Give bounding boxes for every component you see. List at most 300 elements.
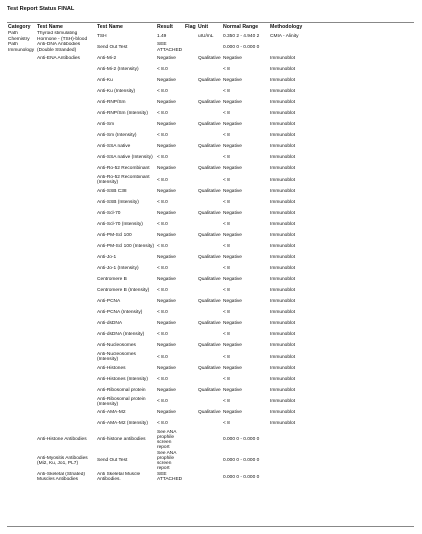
cell-flag bbox=[184, 275, 197, 286]
cell-test-group bbox=[36, 408, 96, 419]
cell-result: Negative bbox=[157, 299, 176, 305]
cell-test-group bbox=[36, 152, 96, 164]
cell-flag bbox=[184, 264, 197, 275]
cell-test-name: Anti-SSA native (Intensity) bbox=[97, 155, 153, 161]
table-row bbox=[7, 352, 414, 364]
cell-test-group: Anti-DNA Antibodies (Double Stranded) bbox=[37, 42, 81, 53]
cell-normal-range: < 8 bbox=[223, 354, 230, 360]
header-unit: Unit bbox=[198, 24, 209, 30]
cell-flag bbox=[184, 141, 197, 152]
cell-test-group bbox=[36, 341, 96, 352]
cell-unit: Qualitative bbox=[198, 99, 221, 105]
cell-result: Negative bbox=[157, 277, 176, 283]
cell-normal-range: 0.000 0 - 0.000 0 bbox=[223, 458, 260, 464]
cell-result: < 8.0 bbox=[157, 354, 168, 360]
cell-result: < 8.0 bbox=[157, 177, 168, 183]
table-row bbox=[7, 152, 414, 164]
cell-test-group: Anti-Myositis Antibodies (Mi2, Ku, Jo1, PL7) bbox=[37, 455, 88, 466]
cell-flag bbox=[184, 374, 197, 385]
table-row bbox=[7, 241, 414, 253]
cell-category bbox=[7, 130, 36, 141]
cell-category bbox=[7, 175, 36, 187]
cell-normal-range: < 8 bbox=[223, 266, 230, 272]
cell-test-group: Anti-ENA Antibodies bbox=[37, 55, 80, 61]
cell-test-name: Anti-Scl-70 bbox=[97, 210, 121, 216]
cell-result: See ANA prophile screen report bbox=[157, 429, 177, 451]
cell-methodology: Immunoblot bbox=[270, 110, 296, 116]
cell-category bbox=[7, 275, 36, 286]
cell-flag bbox=[184, 108, 197, 119]
cell-methodology: Immunoblot bbox=[270, 376, 296, 382]
cell-unit: Qualitative bbox=[198, 143, 221, 149]
table-row bbox=[7, 374, 414, 385]
cell-flag bbox=[184, 297, 197, 308]
cell-flag bbox=[184, 241, 197, 253]
cell-test-name: Anti-Mi-2 bbox=[97, 55, 117, 61]
cell-flag bbox=[184, 31, 197, 42]
cell-normal-range: < 8 bbox=[223, 244, 230, 250]
table-row bbox=[7, 297, 414, 308]
cell-methodology: Immunoblot bbox=[270, 177, 296, 183]
cell-flag bbox=[184, 186, 197, 197]
cell-test-group bbox=[36, 108, 96, 119]
cell-test-name: Anti-Ku bbox=[97, 77, 113, 83]
cell-flag bbox=[184, 86, 197, 97]
header-category: Category bbox=[8, 24, 31, 30]
cell-test-group bbox=[36, 186, 96, 197]
cell-test-name: Anti-dsDNA (Intensity) bbox=[97, 332, 145, 338]
cell-flag bbox=[184, 451, 197, 472]
cell-normal-range: Negative bbox=[223, 232, 242, 238]
table-row bbox=[7, 275, 414, 286]
report-title: Test Report Status FINAL bbox=[7, 6, 75, 12]
cell-category bbox=[7, 419, 36, 430]
cell-flag bbox=[184, 385, 197, 396]
cell-flag bbox=[184, 419, 197, 430]
cell-test-name: Anti-Jo-1 (Intensity) bbox=[97, 266, 139, 272]
cell-test-group bbox=[36, 219, 96, 230]
cell-methodology: Immunoblot bbox=[270, 121, 296, 127]
cell-methodology: Immunoblot bbox=[270, 365, 296, 371]
cell-test-group bbox=[36, 64, 96, 75]
cell-result: SEE ATTACHED bbox=[157, 42, 183, 53]
cell-unit: Qualitative bbox=[198, 410, 221, 416]
cell-test-group bbox=[36, 264, 96, 275]
cell-methodology: Immunoblot bbox=[270, 66, 296, 72]
table-row bbox=[7, 119, 414, 130]
cell-flag bbox=[184, 396, 197, 408]
cell-test-name: Anti-Sm bbox=[97, 121, 115, 127]
cell-result: Negative bbox=[157, 166, 176, 172]
cell-normal-range: < 8 bbox=[223, 221, 230, 227]
cell-methodology: Immunoblot bbox=[270, 310, 296, 316]
cell-flag bbox=[184, 472, 197, 484]
cell-category bbox=[7, 186, 36, 197]
cell-flag bbox=[184, 175, 197, 187]
table-row bbox=[7, 75, 414, 86]
cell-flag bbox=[184, 219, 197, 230]
cell-result: < 8.0 bbox=[157, 399, 168, 405]
cell-category: Path Immunology bbox=[8, 42, 35, 53]
cell-category bbox=[7, 97, 36, 108]
cell-methodology: Immunoblot bbox=[270, 55, 296, 61]
cell-methodology: Immunoblot bbox=[270, 77, 296, 83]
cell-unit: Qualitative bbox=[198, 277, 221, 283]
cell-category bbox=[7, 53, 36, 64]
cell-test-name: Anti-Nucleosomes (Intensity) bbox=[97, 352, 136, 363]
cell-test-group bbox=[36, 396, 96, 408]
cell-test-group bbox=[36, 208, 96, 219]
cell-unit bbox=[197, 352, 222, 364]
cell-category bbox=[7, 152, 36, 164]
cell-result: Negative bbox=[157, 410, 176, 416]
cell-category bbox=[7, 75, 36, 86]
cell-test-group bbox=[36, 119, 96, 130]
cell-unit bbox=[197, 286, 222, 297]
cell-result: < 8.0 bbox=[157, 88, 168, 94]
cell-result: < 8.0 bbox=[157, 221, 168, 227]
cell-test-group bbox=[36, 253, 96, 264]
cell-methodology: Immunoblot bbox=[270, 244, 296, 250]
table-row bbox=[7, 175, 414, 187]
header-test-name-group: Test Name bbox=[37, 24, 63, 30]
table-row bbox=[7, 197, 414, 208]
cell-methodology: Immunoblot bbox=[270, 232, 296, 238]
cell-methodology: Immunoblot bbox=[270, 132, 296, 138]
cell-normal-range: Negative bbox=[223, 321, 242, 327]
cell-methodology: Immunoblot bbox=[270, 410, 296, 416]
cell-category: Path Chemistry bbox=[8, 31, 30, 42]
cell-unit bbox=[197, 175, 222, 187]
cell-result: Negative bbox=[157, 343, 176, 349]
cell-normal-range: Negative bbox=[223, 143, 242, 149]
cell-normal-range: Negative bbox=[223, 277, 242, 283]
table-row bbox=[7, 472, 414, 484]
cell-normal-range: Negative bbox=[223, 210, 242, 216]
cell-category bbox=[7, 385, 36, 396]
cell-result: Negative bbox=[157, 210, 176, 216]
cell-test-group bbox=[36, 141, 96, 152]
cell-test-name: Anti-Nucleosomes bbox=[97, 343, 136, 349]
cell-test-name: Anti-PM-Scl 100 bbox=[97, 232, 132, 238]
cell-test-group bbox=[36, 419, 96, 430]
table-row bbox=[7, 286, 414, 297]
cell-normal-range: Negative bbox=[223, 255, 242, 261]
cell-test-name: Anti-Ro-52 Recombinant (Intensity) bbox=[97, 175, 150, 186]
cell-normal-range: Negative bbox=[223, 121, 242, 127]
cell-category bbox=[7, 308, 36, 319]
cell-category bbox=[7, 241, 36, 253]
cell-normal-range: 0.000 0 - 0.000 0 bbox=[223, 474, 260, 480]
cell-normal-range: Negative bbox=[223, 299, 242, 305]
table-row bbox=[7, 230, 414, 241]
cell-result: Negative bbox=[157, 255, 176, 261]
table-row bbox=[7, 385, 414, 396]
cell-methodology: Immunoblot bbox=[270, 354, 296, 360]
cell-test-group bbox=[36, 374, 96, 385]
cell-test-group bbox=[36, 385, 96, 396]
cell-result: 1.49 bbox=[157, 33, 167, 39]
cell-result: < 8.0 bbox=[157, 376, 168, 382]
header-methodology: Methodology bbox=[270, 24, 303, 30]
cell-methodology bbox=[269, 430, 414, 451]
cell-unit bbox=[197, 42, 222, 53]
table-header bbox=[7, 24, 414, 31]
table-row bbox=[7, 264, 414, 275]
cell-methodology: Immunoblot bbox=[270, 332, 296, 338]
cell-category bbox=[7, 86, 36, 97]
cell-unit: Qualitative bbox=[198, 55, 221, 61]
cell-unit: Qualitative bbox=[198, 188, 221, 194]
header-test-name: Test Name bbox=[97, 24, 123, 30]
cell-result: Negative bbox=[157, 121, 176, 127]
table-row bbox=[7, 130, 414, 141]
cell-category bbox=[7, 374, 36, 385]
table-row bbox=[7, 396, 414, 408]
cell-test-name: Anti Skeletal Muscle Antibodies. bbox=[97, 472, 141, 483]
cell-unit bbox=[197, 86, 222, 97]
cell-flag bbox=[184, 152, 197, 164]
table-row bbox=[7, 319, 414, 330]
cell-result: < 8.0 bbox=[157, 110, 168, 116]
cell-normal-range: Negative bbox=[223, 166, 242, 172]
cell-unit bbox=[197, 451, 222, 472]
cell-test-group bbox=[36, 86, 96, 97]
cell-test-group bbox=[36, 197, 96, 208]
table-row bbox=[7, 363, 414, 374]
cell-result: Negative bbox=[157, 387, 176, 393]
cell-flag bbox=[184, 408, 197, 419]
cell-normal-range: < 8 bbox=[223, 332, 230, 338]
cell-category bbox=[7, 164, 36, 175]
cell-test-name: Anti-Ro-52 Recombinant bbox=[97, 166, 150, 172]
cell-test-name: Anti-AMA-M2 bbox=[97, 410, 126, 416]
cell-flag bbox=[184, 164, 197, 175]
cell-flag bbox=[184, 208, 197, 219]
cell-test-group bbox=[36, 352, 96, 364]
table-row bbox=[7, 451, 414, 472]
cell-unit bbox=[197, 472, 222, 484]
cell-result: SEE ATTACHED bbox=[157, 472, 183, 483]
cell-methodology: Immunoblot bbox=[270, 343, 296, 349]
cell-test-name: TSH bbox=[97, 33, 107, 39]
cell-result: < 8.0 bbox=[157, 332, 168, 338]
cell-unit bbox=[197, 241, 222, 253]
cell-flag bbox=[184, 64, 197, 75]
cell-normal-range: < 8 bbox=[223, 177, 230, 183]
table-row bbox=[7, 31, 414, 42]
top-divider bbox=[7, 22, 414, 23]
table-row bbox=[7, 219, 414, 230]
cell-test-group bbox=[36, 275, 96, 286]
cell-result: < 8.0 bbox=[157, 421, 168, 427]
table-row bbox=[7, 341, 414, 352]
cell-test-name: Anti-RNP/Sm bbox=[97, 99, 126, 105]
cell-methodology: Immunoblot bbox=[270, 255, 296, 261]
cell-flag bbox=[184, 230, 197, 241]
cell-methodology: Immunoblot bbox=[270, 188, 296, 194]
cell-test-name: Anti-PCNA (Intensity) bbox=[97, 310, 143, 316]
cell-unit bbox=[197, 130, 222, 141]
cell-flag bbox=[184, 430, 197, 451]
cell-test-group: Anti-Histone Antibodies bbox=[37, 437, 87, 443]
cell-category bbox=[7, 141, 36, 152]
cell-methodology: Immunoblot bbox=[270, 277, 296, 283]
cell-test-name: Anti-AMA-M2 (Intensity) bbox=[97, 421, 148, 427]
cell-methodology: Immunoblot bbox=[270, 288, 296, 294]
table-row bbox=[7, 330, 414, 341]
cell-test-name: Anti-Histones bbox=[97, 365, 126, 371]
cell-methodology: Immunoblot bbox=[270, 210, 296, 216]
cell-category bbox=[7, 408, 36, 419]
cell-test-name: Send Out Test bbox=[97, 458, 128, 464]
table-row bbox=[7, 186, 414, 197]
cell-normal-range: Negative bbox=[223, 188, 242, 194]
cell-unit bbox=[197, 396, 222, 408]
cell-unit: Qualitative bbox=[198, 77, 221, 83]
cell-normal-range: < 8 bbox=[223, 66, 230, 72]
cell-test-group: Thyroid stimulating Hormone - (TSH)-blood bbox=[37, 31, 88, 42]
cell-flag bbox=[184, 319, 197, 330]
table-row bbox=[7, 64, 414, 75]
cell-flag bbox=[184, 341, 197, 352]
cell-normal-range: < 8 bbox=[223, 288, 230, 294]
cell-test-name: Anti-Ribosomal protein bbox=[97, 387, 146, 393]
cell-unit: Qualitative bbox=[198, 255, 221, 261]
cell-test-name: Anti-PM-Scl 100 (Intensity) bbox=[97, 244, 155, 250]
header-result: Result bbox=[157, 24, 173, 30]
cell-flag bbox=[184, 97, 197, 108]
cell-methodology: Immunoblot bbox=[270, 155, 296, 161]
cell-test-group bbox=[36, 75, 96, 86]
cell-test-name: Anti-dsDNA bbox=[97, 321, 123, 327]
cell-result: Negative bbox=[157, 77, 176, 83]
cell-category bbox=[7, 430, 36, 451]
cell-unit bbox=[197, 374, 222, 385]
cell-methodology bbox=[269, 472, 414, 484]
cell-normal-range: Negative bbox=[223, 343, 242, 349]
cell-test-name: Anti-Ribosomal protein (Intensity) bbox=[97, 396, 146, 407]
cell-normal-range: Negative bbox=[223, 387, 242, 393]
cell-normal-range: < 8 bbox=[223, 376, 230, 382]
cell-result: See ANA prophile screen report bbox=[157, 450, 177, 472]
cell-test-group bbox=[36, 297, 96, 308]
cell-methodology: Immunoblot bbox=[270, 299, 296, 305]
cell-test-name: Centromere B bbox=[97, 277, 127, 283]
cell-test-name: Anti-Jo-1 bbox=[97, 255, 117, 261]
table-row bbox=[7, 86, 414, 97]
cell-test-group bbox=[36, 308, 96, 319]
cell-category bbox=[7, 472, 36, 484]
cell-test-group bbox=[36, 363, 96, 374]
cell-unit bbox=[197, 152, 222, 164]
cell-category bbox=[7, 330, 36, 341]
cell-test-name: Anti-SSB C38 bbox=[97, 188, 127, 194]
cell-flag bbox=[184, 75, 197, 86]
cell-unit bbox=[197, 64, 222, 75]
table-row bbox=[7, 42, 414, 53]
table-row bbox=[7, 53, 414, 64]
cell-result: Negative bbox=[157, 321, 176, 327]
results-body bbox=[7, 31, 414, 483]
cell-methodology: CMIA - Alinity bbox=[270, 33, 299, 39]
cell-flag bbox=[184, 42, 197, 53]
header-flag: Flag bbox=[185, 24, 196, 30]
cell-unit: Qualitative bbox=[198, 299, 221, 305]
cell-test-group bbox=[36, 164, 96, 175]
cell-flag bbox=[184, 130, 197, 141]
cell-test-group bbox=[36, 330, 96, 341]
table-row bbox=[7, 208, 414, 219]
cell-result: < 8.0 bbox=[157, 155, 168, 161]
cell-test-group bbox=[36, 286, 96, 297]
cell-category bbox=[7, 297, 36, 308]
cell-normal-range: < 8 bbox=[223, 199, 230, 205]
cell-test-group bbox=[36, 230, 96, 241]
cell-category bbox=[7, 119, 36, 130]
cell-unit bbox=[197, 264, 222, 275]
cell-category bbox=[7, 64, 36, 75]
cell-category bbox=[7, 230, 36, 241]
cell-normal-range: Negative bbox=[223, 55, 242, 61]
cell-normal-range: Negative bbox=[223, 77, 242, 83]
cell-normal-range: Negative bbox=[223, 365, 242, 371]
cell-category bbox=[7, 253, 36, 264]
cell-methodology: Immunoblot bbox=[270, 221, 296, 227]
cell-category bbox=[7, 341, 36, 352]
header-normal-range: Normal Range bbox=[223, 24, 259, 30]
cell-category bbox=[7, 319, 36, 330]
table-row bbox=[7, 430, 414, 451]
cell-methodology: Immunoblot bbox=[270, 399, 296, 405]
cell-flag bbox=[184, 286, 197, 297]
cell-result: < 8.0 bbox=[157, 132, 168, 138]
cell-methodology: Immunoblot bbox=[270, 143, 296, 149]
cell-unit bbox=[197, 419, 222, 430]
results-table bbox=[7, 24, 414, 483]
cell-category bbox=[7, 352, 36, 364]
cell-test-name: Anti-Histones (Intensity) bbox=[97, 376, 148, 382]
table-row bbox=[7, 308, 414, 319]
cell-methodology: Immunoblot bbox=[270, 387, 296, 393]
cell-methodology: Immunoblot bbox=[270, 421, 296, 427]
cell-result: < 8.0 bbox=[157, 310, 168, 316]
cell-flag bbox=[184, 253, 197, 264]
cell-result: Negative bbox=[157, 143, 176, 149]
cell-result: Negative bbox=[157, 365, 176, 371]
cell-test-name: Anti-SSB (Intensity) bbox=[97, 199, 139, 205]
cell-normal-range: < 8 bbox=[223, 421, 230, 427]
cell-test-name: Anti-histone antibodies bbox=[97, 437, 146, 443]
cell-normal-range: < 8 bbox=[223, 399, 230, 405]
cell-unit bbox=[197, 197, 222, 208]
cell-category bbox=[7, 208, 36, 219]
cell-unit bbox=[197, 330, 222, 341]
cell-unit: Qualitative bbox=[198, 210, 221, 216]
cell-category bbox=[7, 396, 36, 408]
cell-result: < 8.0 bbox=[157, 66, 168, 72]
cell-result: Negative bbox=[157, 55, 176, 61]
cell-category bbox=[7, 219, 36, 230]
cell-normal-range: < 8 bbox=[223, 155, 230, 161]
cell-test-group bbox=[36, 175, 96, 187]
table-row bbox=[7, 141, 414, 152]
cell-test-name: Anti-SSA native bbox=[97, 143, 131, 149]
cell-test-group bbox=[36, 241, 96, 253]
cell-methodology: Immunoblot bbox=[270, 88, 296, 94]
cell-result: < 8.0 bbox=[157, 244, 168, 250]
cell-normal-range: Negative bbox=[223, 99, 242, 105]
